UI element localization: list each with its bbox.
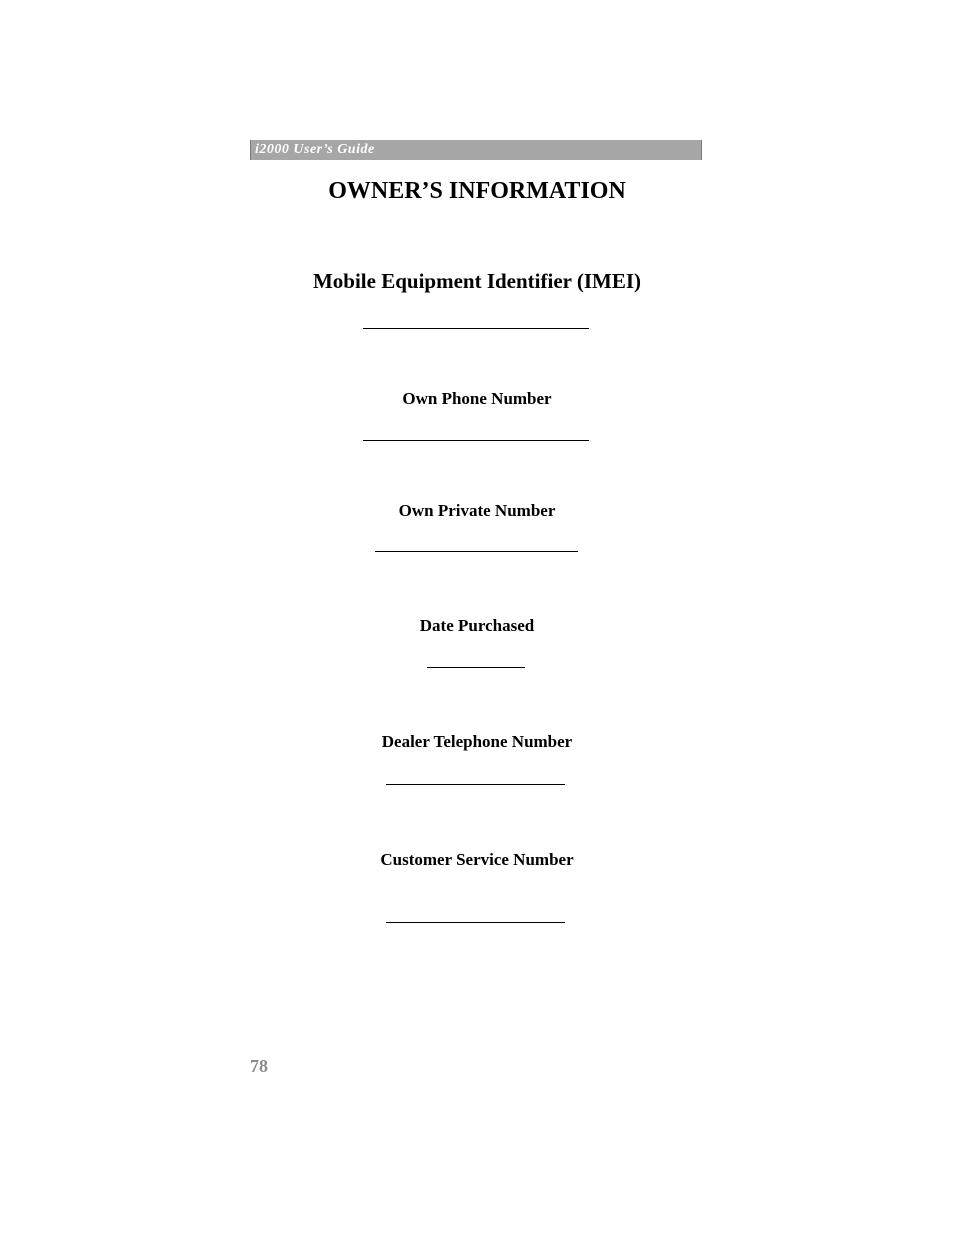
blank-line-date-purchased (427, 667, 525, 668)
blank-line-imei (363, 328, 589, 329)
field-label-dealer-telephone-number: Dealer Telephone Number (381, 732, 573, 751)
running-header-title: i2000 User’s Guide (255, 142, 375, 157)
field-label-own-private-number: Own Private Number (398, 501, 556, 520)
blank-line-customer-service-number (386, 922, 565, 923)
blank-line-own-private-number (375, 551, 578, 552)
field-label-imei: Mobile Equipment Identifier (IMEI) (312, 269, 642, 293)
field-label-customer-service-number: Customer Service Number (380, 850, 574, 869)
page-title: OWNER’S INFORMATION (328, 178, 626, 204)
field-label-date-purchased: Date Purchased (419, 616, 535, 635)
blank-line-own-phone-number (363, 440, 589, 441)
page-number: 78 (250, 1056, 268, 1076)
blank-line-dealer-telephone-number (386, 784, 565, 785)
field-label-own-phone-number: Own Phone Number (402, 389, 552, 408)
running-header-bar (250, 140, 702, 160)
